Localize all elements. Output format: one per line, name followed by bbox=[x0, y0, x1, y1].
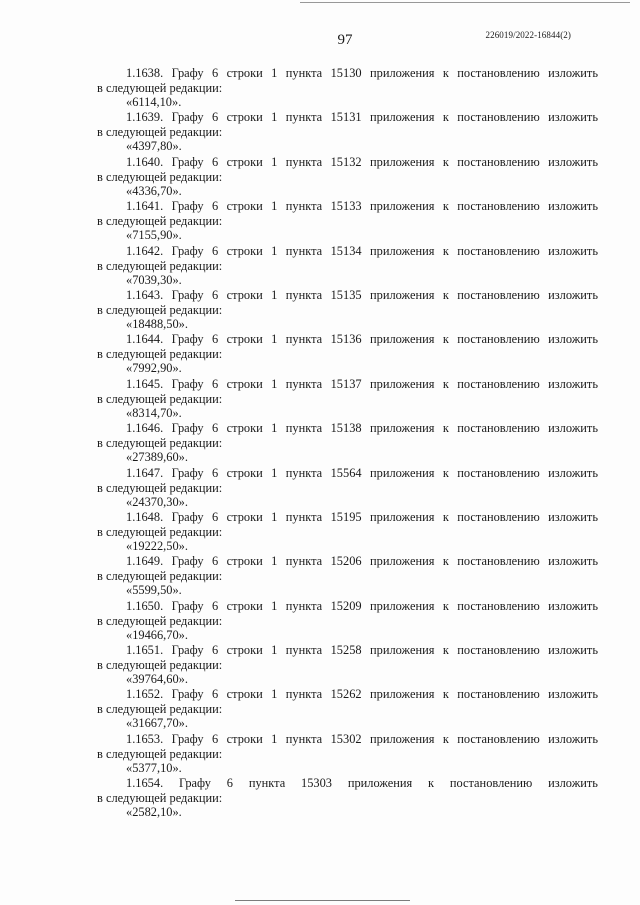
amendment-heading-line bbox=[97, 687, 598, 702]
heading-word: 6 bbox=[212, 598, 219, 613]
heading-word: пункта bbox=[285, 243, 323, 258]
amendment-item bbox=[97, 776, 598, 820]
heading-word: строки bbox=[226, 687, 263, 702]
heading-word: изложить bbox=[548, 421, 598, 436]
heading-word: 1 bbox=[271, 598, 278, 613]
heading-word: строки bbox=[226, 287, 263, 302]
amendment-heading-line bbox=[97, 66, 598, 81]
heading-word: 1.1640. bbox=[126, 154, 164, 169]
amendment-continuation-line: в следующей редакции: bbox=[97, 791, 223, 806]
document-body bbox=[97, 66, 598, 821]
heading-word: 1 bbox=[271, 731, 278, 746]
heading-word: изложить bbox=[548, 776, 598, 791]
heading-word: 6 bbox=[212, 287, 219, 302]
heading-word: Графу bbox=[171, 598, 204, 613]
heading-word: 6 bbox=[212, 243, 219, 258]
heading-word: изложить bbox=[548, 110, 598, 125]
heading-word: Графу bbox=[171, 154, 204, 169]
heading-word: постановлению bbox=[457, 376, 540, 391]
heading-word: изложить bbox=[548, 465, 598, 480]
heading-word: постановлению bbox=[457, 154, 540, 169]
amendment-item bbox=[97, 643, 598, 687]
amendment-continuation-line: в следующей редакции: bbox=[97, 702, 223, 717]
heading-word: 1 bbox=[271, 287, 278, 302]
heading-word: 6 bbox=[212, 509, 219, 524]
heading-word: постановлению bbox=[457, 110, 540, 125]
heading-word: пункта bbox=[285, 687, 323, 702]
heading-word: 15206 bbox=[330, 554, 362, 569]
heading-word: 1 bbox=[271, 421, 278, 436]
bottom-scan-line bbox=[235, 900, 410, 901]
heading-word: 6 bbox=[212, 110, 219, 125]
amendment-continuation-line: в следующей редакции: bbox=[97, 658, 223, 673]
heading-word: 1 bbox=[271, 465, 278, 480]
heading-word: 15134 bbox=[330, 243, 362, 258]
amendment-heading-line bbox=[97, 732, 598, 747]
heading-word: строки bbox=[226, 554, 263, 569]
heading-word: строки bbox=[226, 643, 263, 658]
heading-word: пункта bbox=[285, 66, 323, 80]
heading-word: постановлению bbox=[457, 509, 540, 524]
heading-word: приложения bbox=[370, 243, 435, 258]
amendment-continuation-line: в следующей редакции: bbox=[97, 81, 223, 95]
amendment-heading-line bbox=[97, 110, 598, 125]
amendment-heading-line bbox=[97, 643, 598, 658]
heading-word: постановлению bbox=[457, 287, 540, 302]
heading-word: Графу bbox=[171, 199, 204, 214]
amendment-new-value: «27389,60». bbox=[126, 450, 188, 465]
heading-word: 1 bbox=[271, 154, 278, 169]
heading-word: 6 bbox=[212, 199, 219, 214]
heading-word: к bbox=[442, 554, 449, 569]
heading-word: Графу bbox=[171, 554, 204, 569]
heading-word: 6 bbox=[212, 687, 219, 702]
amendment-continuation-line: в следующей редакции: bbox=[97, 214, 223, 229]
heading-word: постановлению bbox=[457, 554, 540, 569]
heading-word: изложить bbox=[548, 509, 598, 524]
heading-word: Графу bbox=[171, 509, 204, 524]
amendment-new-value: «4336,70». bbox=[126, 183, 182, 198]
amendment-item bbox=[97, 199, 598, 243]
amendment-continuation-line: в следующей редакции: bbox=[97, 524, 223, 539]
heading-word: 6 bbox=[212, 376, 219, 391]
heading-word: строки bbox=[226, 376, 263, 391]
heading-word: 15302 bbox=[330, 731, 362, 746]
heading-word: 15138 bbox=[330, 421, 362, 436]
heading-word: приложения bbox=[370, 66, 435, 80]
heading-word: к bbox=[442, 421, 449, 436]
heading-word: 15132 bbox=[330, 154, 362, 169]
amendment-item bbox=[97, 377, 598, 421]
heading-word: изложить bbox=[548, 731, 598, 746]
heading-word: Графу bbox=[171, 731, 204, 746]
heading-word: приложения bbox=[370, 199, 435, 214]
heading-word: постановлению bbox=[457, 66, 540, 80]
heading-word: пункта bbox=[285, 154, 323, 169]
heading-word: 1.1647. bbox=[126, 465, 164, 480]
top-scan-line bbox=[300, 2, 630, 3]
heading-word: 1.1645. bbox=[126, 376, 164, 391]
heading-word: 1 bbox=[271, 509, 278, 524]
heading-word: 1.1648. bbox=[126, 509, 164, 524]
heading-word: 1.1639. bbox=[126, 110, 164, 125]
heading-word: изложить bbox=[548, 598, 598, 613]
amendment-item bbox=[97, 66, 598, 110]
amendment-new-value: «18488,50». bbox=[126, 316, 188, 331]
heading-word: 1 bbox=[271, 376, 278, 391]
amendment-heading-line bbox=[97, 244, 598, 259]
heading-word: 1 bbox=[271, 687, 278, 702]
heading-word: 15133 bbox=[330, 199, 362, 214]
amendment-item bbox=[97, 244, 598, 288]
heading-word: постановлению bbox=[457, 421, 540, 436]
heading-word: строки bbox=[226, 332, 263, 347]
heading-word: изложить bbox=[548, 243, 598, 258]
heading-word: строки bbox=[226, 731, 263, 746]
heading-word: постановлению bbox=[457, 332, 540, 347]
heading-word: строки bbox=[226, 199, 263, 214]
heading-word: приложения bbox=[370, 554, 435, 569]
heading-word: приложения bbox=[370, 421, 435, 436]
amendment-continuation-line: в следующей редакции: bbox=[97, 347, 223, 362]
heading-word: приложения bbox=[370, 509, 435, 524]
amendment-new-value: «5377,10». bbox=[126, 760, 182, 775]
heading-word: к bbox=[442, 110, 449, 125]
amendment-continuation-line: в следующей редакции: bbox=[97, 746, 223, 761]
heading-word: строки bbox=[226, 66, 263, 80]
heading-word: строки bbox=[226, 154, 263, 169]
heading-word: Графу bbox=[171, 332, 204, 347]
amendment-continuation-line: в следующей редакции: bbox=[97, 125, 223, 140]
heading-word: Графу bbox=[171, 243, 204, 258]
amendment-new-value: «2582,10». bbox=[126, 805, 182, 820]
heading-word: 15130 bbox=[330, 66, 362, 80]
amendment-new-value: «6114,10». bbox=[126, 95, 182, 109]
heading-word: приложения bbox=[370, 332, 435, 347]
heading-word: Графу bbox=[171, 643, 204, 658]
heading-word: 1.1641. bbox=[126, 199, 164, 214]
heading-word: 1.1653. bbox=[126, 731, 164, 746]
amendment-heading-line bbox=[97, 288, 598, 303]
amendment-heading-line bbox=[97, 554, 598, 569]
heading-word: 1 bbox=[271, 332, 278, 347]
heading-word: Графу bbox=[171, 110, 204, 125]
heading-word: пункта bbox=[285, 287, 323, 302]
amendment-item bbox=[97, 421, 598, 465]
heading-word: 6 bbox=[212, 554, 219, 569]
heading-word: пункта bbox=[285, 376, 323, 391]
amendment-continuation-line: в следующей редакции: bbox=[97, 169, 223, 184]
heading-word: 1 bbox=[271, 643, 278, 658]
heading-word: строки bbox=[226, 421, 263, 436]
heading-word: приложения bbox=[370, 598, 435, 613]
heading-word: к bbox=[442, 731, 449, 746]
amendment-continuation-line: в следующей редакции: bbox=[97, 613, 223, 628]
heading-word: пункта bbox=[285, 509, 323, 524]
heading-word: пункта bbox=[285, 110, 323, 125]
heading-word: постановлению bbox=[449, 776, 533, 791]
heading-word: Графу bbox=[171, 287, 204, 302]
heading-word: изложить bbox=[548, 643, 598, 658]
heading-word: 6 bbox=[212, 643, 219, 658]
amendment-item bbox=[97, 554, 598, 598]
heading-word: 15262 bbox=[330, 687, 362, 702]
heading-word: 6 bbox=[212, 731, 219, 746]
amendment-heading-line bbox=[97, 155, 598, 170]
heading-word: изложить bbox=[548, 66, 598, 80]
heading-word: пункта bbox=[285, 731, 323, 746]
heading-word: постановлению bbox=[457, 643, 540, 658]
amendment-item bbox=[97, 155, 598, 199]
heading-word: приложения bbox=[370, 154, 435, 169]
heading-word: 1.1642. bbox=[126, 243, 164, 258]
heading-word: 15137 bbox=[330, 376, 362, 391]
heading-word: 15131 bbox=[330, 110, 362, 125]
amendment-new-value: «4397,80». bbox=[126, 139, 182, 154]
heading-word: постановлению bbox=[457, 199, 540, 214]
heading-word: строки bbox=[226, 509, 263, 524]
heading-word: 6 bbox=[226, 776, 233, 791]
heading-word: пункта bbox=[285, 643, 323, 658]
heading-word: приложения bbox=[370, 687, 435, 702]
heading-word: приложения bbox=[347, 776, 413, 791]
heading-word: к bbox=[442, 332, 449, 347]
heading-word: Графу bbox=[171, 421, 204, 436]
heading-word: приложения bbox=[370, 376, 435, 391]
amendment-new-value: «31667,70». bbox=[126, 716, 188, 731]
heading-word: Графу bbox=[178, 776, 211, 791]
heading-word: 15195 bbox=[330, 509, 362, 524]
amendment-new-value: «19222,50». bbox=[126, 538, 188, 553]
heading-word: 1 bbox=[271, 110, 278, 125]
heading-word: приложения bbox=[370, 731, 435, 746]
heading-word: к bbox=[442, 465, 449, 480]
amendment-heading-line bbox=[97, 332, 598, 347]
heading-word: 1 bbox=[271, 243, 278, 258]
amendment-new-value: «8314,70». bbox=[126, 405, 182, 420]
heading-word: пункта bbox=[285, 465, 323, 480]
amendment-heading-line bbox=[97, 377, 598, 392]
amendment-new-value: «39764,60». bbox=[126, 672, 188, 687]
heading-word: постановлению bbox=[457, 598, 540, 613]
heading-word: пункта bbox=[248, 776, 286, 791]
heading-word: изложить bbox=[548, 687, 598, 702]
amendment-new-value: «24370,30». bbox=[126, 494, 188, 509]
heading-word: к bbox=[442, 376, 449, 391]
heading-word: к bbox=[428, 776, 435, 791]
heading-word: строки bbox=[226, 465, 263, 480]
heading-word: пункта bbox=[285, 554, 323, 569]
page-number: 97 bbox=[337, 32, 353, 48]
heading-word: строки bbox=[226, 243, 263, 258]
heading-word: пункта bbox=[285, 199, 323, 214]
heading-word: к bbox=[442, 598, 449, 613]
heading-word: постановлению bbox=[457, 731, 540, 746]
amendment-continuation-line: в следующей редакции: bbox=[97, 569, 223, 584]
heading-word: к bbox=[442, 687, 449, 702]
heading-word: приложения bbox=[370, 465, 435, 480]
amendment-item bbox=[97, 110, 598, 154]
amendment-heading-line bbox=[97, 199, 598, 214]
amendment-new-value: «7039,30». bbox=[126, 272, 182, 287]
amendment-item bbox=[97, 288, 598, 332]
amendment-item bbox=[97, 687, 598, 731]
heading-word: приложения bbox=[370, 287, 435, 302]
heading-word: 1.1649. bbox=[126, 554, 164, 569]
heading-word: к bbox=[442, 243, 449, 258]
amendment-heading-line bbox=[97, 466, 598, 481]
amendment-item bbox=[97, 332, 598, 376]
heading-word: Графу bbox=[171, 687, 204, 702]
heading-word: 6 bbox=[212, 421, 219, 436]
heading-word: постановлению bbox=[457, 687, 540, 702]
heading-word: 6 bbox=[212, 154, 219, 169]
heading-word: Графу bbox=[171, 66, 204, 80]
heading-word: приложения bbox=[370, 643, 435, 658]
heading-word: изложить bbox=[548, 154, 598, 169]
heading-word: 1.1652. bbox=[126, 687, 164, 702]
heading-word: пункта bbox=[285, 332, 323, 347]
heading-word: к bbox=[442, 509, 449, 524]
heading-word: изложить bbox=[548, 376, 598, 391]
document-id: 226019/2022-16844(2) bbox=[485, 30, 571, 40]
heading-word: приложения bbox=[370, 110, 435, 125]
heading-word: 6 bbox=[212, 66, 219, 80]
heading-word: постановлению bbox=[457, 465, 540, 480]
heading-word: 1 bbox=[271, 199, 278, 214]
heading-word: изложить bbox=[548, 287, 598, 302]
heading-word: 1 bbox=[271, 554, 278, 569]
heading-word: 1.1646. bbox=[126, 421, 164, 436]
heading-word: 15209 bbox=[330, 598, 362, 613]
amendment-continuation-line: в следующей редакции: bbox=[97, 480, 223, 495]
amendment-new-value: «7992,90». bbox=[126, 361, 182, 376]
heading-word: 15136 bbox=[330, 332, 362, 347]
heading-word: изложить bbox=[548, 332, 598, 347]
heading-word: 1.1644. bbox=[126, 332, 164, 347]
amendment-new-value: «19466,70». bbox=[126, 627, 188, 642]
amendment-new-value: «5599,50». bbox=[126, 583, 182, 598]
heading-word: к bbox=[442, 154, 449, 169]
heading-word: изложить bbox=[548, 199, 598, 214]
amendment-heading-line bbox=[97, 510, 598, 525]
amendment-continuation-line: в следующей редакции: bbox=[97, 302, 223, 317]
heading-word: постановлению bbox=[457, 243, 540, 258]
amendment-continuation-line: в следующей редакции: bbox=[97, 258, 223, 273]
amendment-continuation-line: в следующей редакции: bbox=[97, 391, 223, 406]
heading-word: 1.1654. bbox=[126, 776, 164, 791]
amendment-new-value: «7155,90». bbox=[126, 228, 182, 243]
heading-word: 1.1638. bbox=[126, 66, 164, 80]
amendment-heading-line bbox=[97, 599, 598, 614]
amendment-heading-line bbox=[97, 421, 598, 436]
heading-word: 15303 bbox=[301, 776, 332, 791]
amendment-item bbox=[97, 510, 598, 554]
heading-word: к bbox=[442, 66, 449, 80]
amendment-continuation-line: в следующей редакции: bbox=[97, 436, 223, 451]
amendment-item bbox=[97, 466, 598, 510]
heading-word: к bbox=[442, 287, 449, 302]
heading-word: 1.1643. bbox=[126, 287, 164, 302]
heading-word: 1.1650. bbox=[126, 598, 164, 613]
amendment-heading-line bbox=[97, 776, 598, 791]
amendment-item bbox=[97, 599, 598, 643]
heading-word: пункта bbox=[285, 598, 323, 613]
heading-word: 6 bbox=[212, 465, 219, 480]
heading-word: 15564 bbox=[330, 465, 362, 480]
heading-word: 6 bbox=[212, 332, 219, 347]
heading-word: изложить bbox=[548, 554, 598, 569]
heading-word: 15135 bbox=[330, 287, 362, 302]
amendment-item bbox=[97, 732, 598, 776]
heading-word: 15258 bbox=[330, 643, 362, 658]
heading-word: 1.1651. bbox=[126, 643, 164, 658]
heading-word: к bbox=[442, 199, 449, 214]
heading-word: к bbox=[442, 643, 449, 658]
heading-word: Графу bbox=[171, 376, 204, 391]
heading-word: пункта bbox=[285, 421, 323, 436]
heading-word: строки bbox=[226, 110, 263, 125]
heading-word: Графу bbox=[171, 465, 204, 480]
heading-word: строки bbox=[226, 598, 263, 613]
heading-word: 1 bbox=[271, 66, 278, 80]
